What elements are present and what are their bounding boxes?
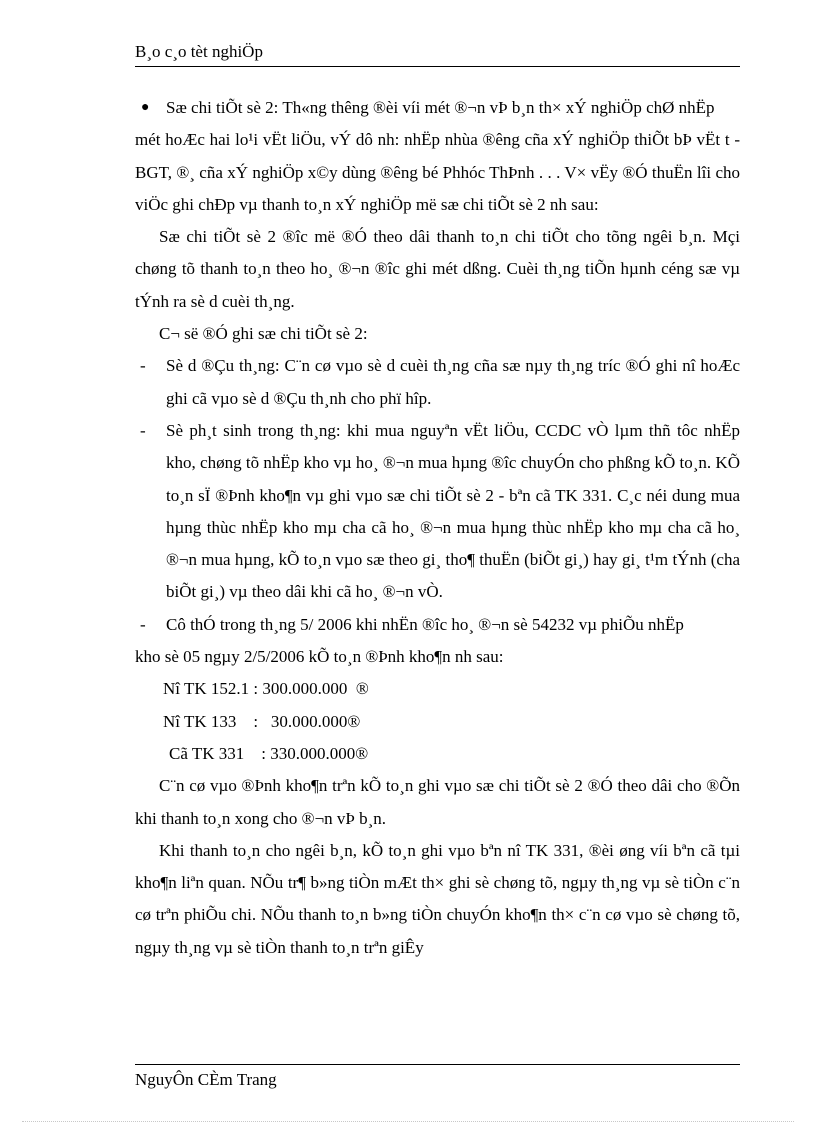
paragraph-4: kho sè 05 ngµy 2/5/2006 kÕ to¸n ®Þnh kho¶n nh sau: bbox=[135, 647, 504, 667]
dash-text: Sè ph¸t sinh trong th¸ng: khi mua nguyªn vËt liÖu, CCDC vÒ lµm thñ tôc nhËp kho, chøng tõ nhËp kho vµ ho¸ ®¬n mua hµng ®îc chuyÓn cho phßng kÕ to¸n. KÕ to¸n sÏ ®Þnh kho¶n vµ ghi vµo sæ chi tiÕt sè 2 - bªn cã TK 331. C¸c néi dung mua hµng thùc nhËp kho mµ cha cã ho¸ ®¬n mua hµng thùc nhËp kho mµ cha cã ho¸ ®¬n mua hµng, kÕ to¸n vµo sæ theo gi¸ tho¶ thuËn (biÕt gi¸) hay gi¸ t¹m tÝnh (cha biÕt gi¸) vµ theo dâi khi cã ho¸ ®¬n vÒ. bbox=[166, 420, 740, 602]
paragraph-2: Sæ chi tiÕt sè 2 ®îc më ®Ó theo dâi thanh to¸n chi tiÕt cho tõng ngêi b¸n. Mçi chøng tõ thanh to¸n theo ho¸ ®¬n ®îc ghi mét dßng. Cuèi th¸ng tiÕn hµnh céng sæ vµ tÝnh ra sè d cuèi th¸ng. bbox=[135, 227, 740, 311]
journal-entry-debit-152: Nî TK 152.1 : 300.000.000 ® bbox=[163, 679, 369, 699]
journal-entry-debit-133: Nî TK 133 : 30.000.000® bbox=[163, 711, 361, 731]
bullet-text: Sæ chi tiÕt sè 2: Th«ng thêng ®èi víi mét ®¬n vÞ b¸n th× xÝ nghiÖp chØ nhËp bbox=[166, 98, 715, 117]
document-body bbox=[135, 92, 740, 964]
dash-item-3 bbox=[135, 609, 740, 641]
dash-item-1 bbox=[135, 350, 740, 415]
paragraph-1: mét hoÆc hai lo¹i vËt liÖu, vÝ dô nh: nhËp nhùa ®êng cña xÝ nghiÖp thiÕt bÞ vËt t - BGT, ®¸ cña xÝ nghiÖp x©y dùng ®êng bé Phhóc ThÞnh . . . V× vËy ®Ó thuËn lîi cho viÖc ghi chÐp vµ thanh to¸n xÝ nghiÖp më sæ chi tiÕt sè 2 nh sau: bbox=[135, 130, 740, 214]
author-name: NguyÔn CÈm Trang bbox=[135, 1070, 277, 1089]
page-header bbox=[135, 40, 740, 67]
journal-entry-credit-331: Cã TK 331 : 330.000.000® bbox=[169, 743, 369, 763]
paragraph-6: Khi thanh to¸n cho ngêi b¸n, kÕ to¸n ghi vµo bªn nî TK 331, ®èi øng víi bªn cã tµi kho¶n liªn quan. NÕu tr¶ b»ng tiÒn mÆt th× ghi sè chøng tõ, ngµy th¸ng vµ sè tiÒn c¨n cø trªn phiÕu chi. NÕu thanh to¸n b»ng tiÒn chuyÓn kho¶n th× c¨n cø vµo sè chøng tõ, ngµy th¸ng vµ sè tiÒn thanh to¸n trªn giÊy bbox=[135, 840, 740, 957]
paragraph-3: C¬ së ®Ó ghi sæ chi tiÕt sè 2: bbox=[159, 324, 368, 344]
bullet-item bbox=[135, 92, 740, 124]
page-edge-divider bbox=[22, 1121, 794, 1122]
dash-text: Cô thÓ trong th¸ng 5/ 2006 khi nhËn ®îc ho¸ ®¬n sè 54232 vµ phiÕu nhËp bbox=[166, 614, 684, 634]
dash-mark: - bbox=[140, 420, 146, 440]
bullet-dot-icon: ● bbox=[141, 100, 150, 115]
dash-text: Sè d ®Çu th¸ng: C¨n cø vµo sè d cuèi th¸ng cña sæ nµy th¸ng tríc ®Ó ghi nî hoÆc ghi cã vµo sè d ®Çu th¸nh cho phï hîp. bbox=[166, 356, 740, 408]
dash-mark: - bbox=[140, 614, 146, 634]
report-title: B¸o c¸o tèt nghiÖp bbox=[135, 42, 263, 61]
page-footer bbox=[135, 1064, 740, 1092]
dash-item-2 bbox=[135, 415, 740, 609]
dash-mark: - bbox=[140, 356, 146, 376]
paragraph-5: C¨n cø vµo ®Þnh kho¶n trªn kÕ to¸n ghi vµo sæ chi tiÕt sè 2 ®Ó theo dâi cho ®Õn khi thanh to¸n xong cho ®¬n vÞ b¸n. bbox=[135, 776, 740, 828]
